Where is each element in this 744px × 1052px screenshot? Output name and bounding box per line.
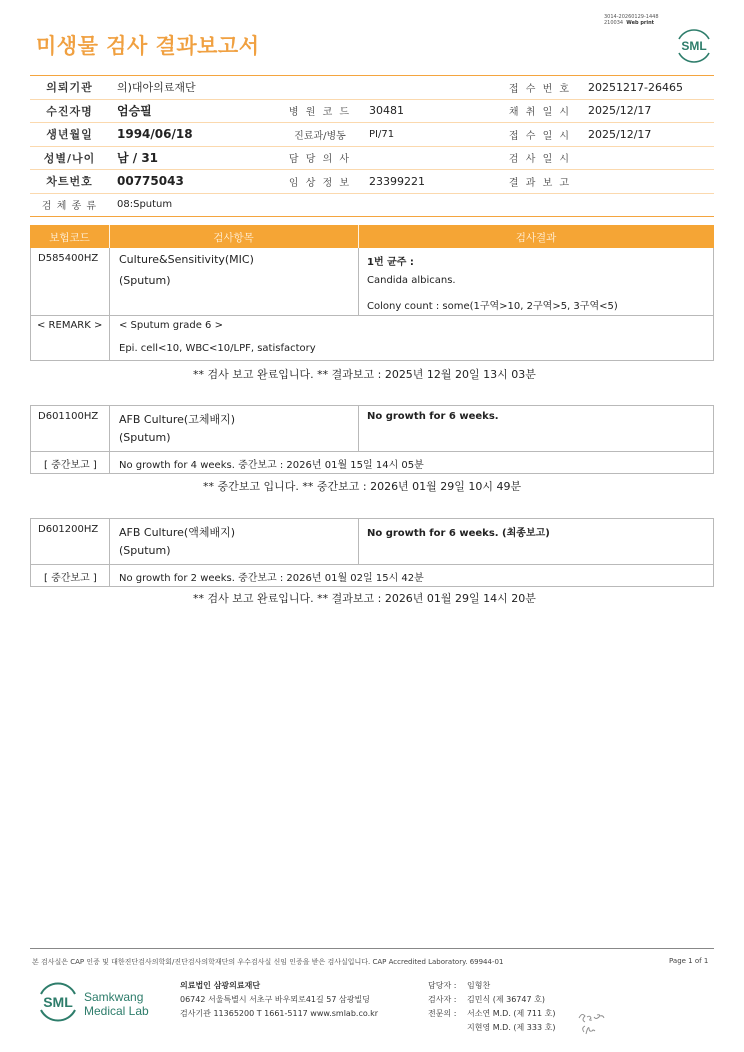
test-date-value [580,146,714,170]
hosp-code-label: 병 원 코 드 [279,99,361,123]
tester-label: 검사자 : [428,995,457,1004]
test-code: D601200HZ [38,524,99,535]
company-en-line1: Samkwang [84,990,144,1004]
req-org-label: 의뢰기관 [30,76,109,100]
info-row [30,123,714,147]
print-sub [604,20,659,26]
staff-names [467,979,555,1035]
doctor-value [361,146,500,170]
chart-value: 00775043 [109,170,279,194]
expert-label: 전문의 : [428,1009,457,1018]
header-code: 보험코드 [49,232,90,244]
col-divider [358,248,359,315]
print-id: 3014-20260129-1448 [604,14,659,20]
print-label: Web print [626,20,655,26]
sml-footer-logo-icon [36,979,80,1025]
page-number: Page 1 of 1 [669,957,709,965]
col-divider [358,519,359,564]
result-line: 1번 균주 : [367,257,414,268]
company-info [180,979,378,1021]
dept-label: 진료과/병동 [279,123,361,147]
col-divider [109,406,110,473]
info-row [30,146,714,170]
result-block-culture [30,248,714,361]
company-en-line2: Medical Lab [84,1004,149,1018]
test-code: D585400HZ [38,253,99,264]
interim-report: No growth for 2 weeks. 중간보고 : 2026년 01월 02일 15시 42분 [119,573,424,584]
company-contact: 검사기관 11365200 T 1661-5117 www.smlab.co.kr [180,1009,379,1018]
clinical-value: 23399221 [361,170,500,194]
footer-logo-text: SML [43,994,73,1010]
result-block-afb-solid [30,405,714,474]
dept-value: PI/71 [361,123,500,147]
recv-value: 2025/12/17 [580,123,714,147]
dob-label: 생년월일 [30,123,109,147]
hosp-code-value: 30481 [361,99,500,123]
test-item: AFB Culture(고체배지) [119,413,236,426]
recv-label: 접 수 일 시 [500,123,580,147]
footer-certification: 본 검사실은 CAP 인증 및 대한진단검사의학회/진단검사의학재단의 우수검사실 신임 인증을 받은 검사실입니다. CAP Accredited Laboratory. 69944-01 [32,958,504,966]
result-value: No growth for 6 weeks. (최종보고) [367,528,550,539]
footer-divider [30,948,714,949]
expert2-name: 지현영 M.D. (제 333 호) [467,1023,556,1032]
rcv-no-value: 20251217-26465 [580,76,714,100]
result-date-value [580,170,714,194]
interim-report: No growth for 4 weeks. 중간보고 : 2026년 01월 15일 14시 05분 [119,460,424,471]
signature-icon [576,1008,608,1040]
name-value: 엄승필 [109,99,279,123]
result-block-afb-liquid [30,518,714,587]
print-meta [604,14,659,26]
chart-label: 차트번호 [30,170,109,194]
col-divider [358,406,359,451]
results-header [30,225,714,248]
remark-grade: < Sputum grade 6 > [119,320,223,331]
test-item-specimen: (Sputum) [119,544,171,557]
expert1-name: 서소연 M.D. (제 711 호) [467,1009,556,1018]
clinical-label: 임 상 정 보 [279,170,361,194]
header-item: 검사항목 [213,232,254,244]
rcv-no-label: 접 수 번 호 [500,76,580,100]
dob-value: 1994/06/18 [109,123,279,147]
staff-labels [428,979,456,1021]
tester-name: 김민식 (제 36747 호) [467,995,545,1004]
col-divider [109,519,110,586]
test-code: D601100HZ [38,411,99,422]
manager-name: 임형찬 [467,981,491,990]
result-organism: Candida albicans. [367,275,456,286]
sex-age-value: 남 / 31 [109,146,279,170]
result-date-label: 결 과 보 고 [500,170,580,194]
interim-label: [ 중간보고 ] [44,460,97,471]
report-status: ** 검사 보고 완료입니다. ** 결과보고 : 2026년 01월 29일 14시 20분 [193,592,536,605]
result-value: No growth for 6 weeks. [367,411,499,422]
company-address: 06742 서울특별시 서초구 바우뫼로41길 57 삼광빌딩 [180,995,370,1004]
info-row [30,193,714,217]
row-divider [31,564,713,565]
row-divider [31,451,713,452]
col-divider [109,248,110,360]
test-item: Culture&Sensitivity(MIC) [119,253,254,266]
info-row [30,170,714,194]
req-org-value: 의)대아의료재단 [109,76,500,100]
header-divider [358,225,359,248]
test-date-label: 검 사 일 시 [500,146,580,170]
company-en [84,990,149,1018]
test-item-specimen: (Sputum) [119,431,171,444]
collect-label: 채 취 일 시 [500,99,580,123]
company-name: 의료법인 삼광의료재단 [180,981,261,990]
patient-info-table [30,75,714,217]
svg-text:SML: SML [681,39,707,53]
manager-label: 담당자 : [428,981,457,990]
sex-age-label: 성별/나이 [30,146,109,170]
header-result: 검사결과 [515,232,557,244]
remark-label: < REMARK > [37,320,103,331]
name-label: 수진자명 [30,99,109,123]
remark-detail: Epi. cell<10, WBC<10/LPF, satisfactory [119,343,316,354]
test-item: AFB Culture(액체배지) [119,526,236,539]
specimen-label: 검 체 종 류 [30,193,109,217]
print-sub-code: 210034 [604,20,624,26]
doctor-label: 담 당 의 사 [279,146,361,170]
interim-label: [ 중간보고 ] [44,573,97,584]
result-colony-count: Colony count : some(1구역>10, 2구역>5, 3구역<5) [367,301,618,312]
collect-value: 2025/12/17 [580,99,714,123]
test-item-specimen: (Sputum) [119,274,171,287]
row-divider [31,315,713,316]
report-status: ** 검사 보고 완료입니다. ** 결과보고 : 2025년 12월 20일 13시 03분 [193,368,536,381]
report-status: ** 중간보고 입니다. ** 중간보고 : 2026년 01월 29일 10시 49분 [203,480,522,493]
info-row [30,76,714,100]
info-row [30,99,714,123]
header-divider [109,225,110,248]
specimen-value: 08:Sputum [109,193,714,217]
sml-logo-icon [675,26,713,64]
report-title: 미생물 검사 결과보고서 [36,34,260,58]
